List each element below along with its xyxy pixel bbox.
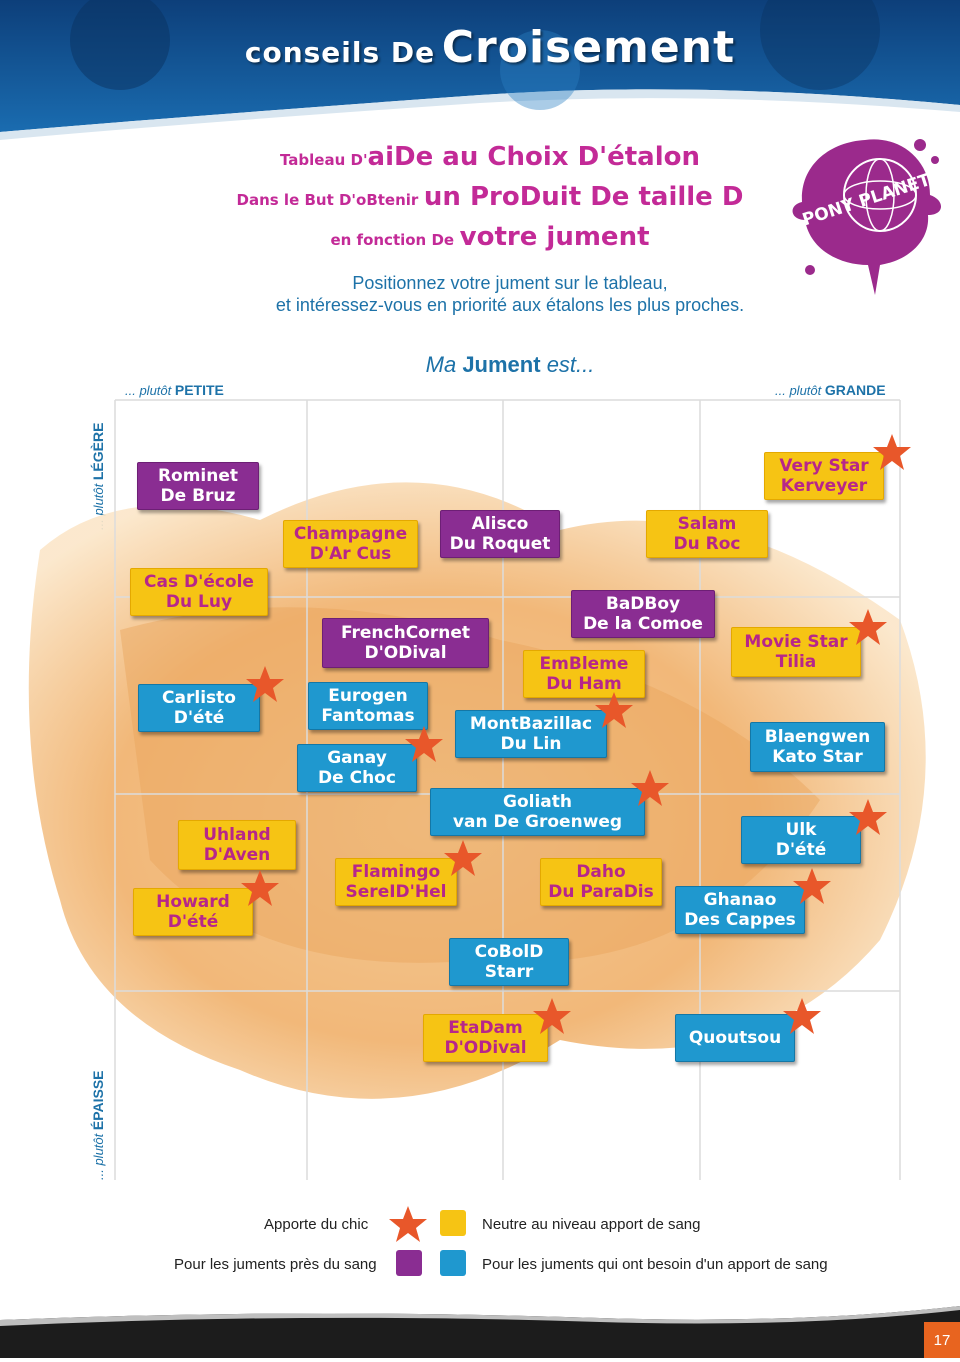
legend-yellow-label: Neutre au niveau apport de sang (482, 1216, 701, 1233)
chic-star-icon (848, 797, 888, 837)
logo-text: PONY PLANET (799, 170, 933, 231)
legend-purple-label: Pour les juments près du sang (174, 1256, 377, 1273)
legend-blue-swatch (440, 1250, 466, 1276)
horse-eurogen-fantomas: Eurogen Fantomas (308, 682, 428, 730)
instructions: Positionnez votre jument sur le tableau, et intéressez-vous en priorité aux étalons les plus proches. (275, 273, 745, 315)
subtitle-line-1: Tableau D'aiDe au Choix D'étalon (280, 142, 700, 172)
horse-rominet-de-bruz: Rominet De Bruz (137, 462, 259, 510)
legend-blue-label: Pour les juments qui ont besoin d'un apport de sang (482, 1256, 828, 1273)
horse-ulk-dete: Ulk D'été (741, 816, 861, 864)
chic-star-icon (848, 607, 888, 647)
horse-salam-du-roc: Salam Du Roc (646, 510, 768, 558)
axis-top-left-vertical-label: ... plutôt LÉGÈRE (90, 422, 106, 530)
axis-left-label: ... plutôt PETITE (125, 382, 224, 398)
horse-uhland-daven: Uhland D'Aven (178, 820, 296, 870)
horse-etadam-dodival: EtaDam D'ODival (423, 1014, 548, 1062)
legend-star-label: Apporte du chic (264, 1216, 369, 1233)
page-number: 17 (924, 1322, 960, 1358)
chic-star-icon (782, 996, 822, 1036)
horse-embleme-du-ham: EmBleme Du Ham (523, 650, 645, 698)
horse-badboy-de-la-comoe: BaDBoy De la Comoe (571, 590, 715, 638)
horse-daho-du-paradis: Daho Du ParaDis (540, 858, 662, 906)
horse-very-star-kerveyer: Very Star Kerveyer (764, 452, 884, 500)
horse-cas-decole-du-luy: Cas D'école Du Luy (130, 568, 268, 616)
pony-planet-logo (780, 120, 950, 300)
horse-quoutsou: Quoutsou (675, 1014, 795, 1062)
chic-star-icon (245, 664, 285, 704)
axis-right-label: ... plutôt GRANDE (775, 382, 886, 398)
horse-frenchcornet-dodival: FrenchCornet D'ODival (322, 618, 489, 668)
chic-star-icon (240, 868, 280, 908)
horse-alisco-du-roquet: Alisco Du Roquet (440, 510, 560, 558)
axis-bottom-left-vertical-label: ... plutôt ÉPAISSE (90, 1070, 106, 1180)
subtitle-line-2: Dans le But D'oBtenir un ProDuit De taille D (236, 182, 744, 212)
horse-montbazillac-du-lin: MontBazillac Du Lin (455, 710, 607, 758)
page-title: conseils De Croisement (244, 22, 736, 73)
chic-star-icon (443, 838, 483, 878)
chic-star-icon (792, 866, 832, 906)
horse-ghanao-des-cappes: Ghanao Des Cappes (675, 886, 805, 934)
chic-star-icon (594, 690, 634, 730)
chic-star-icon (532, 996, 572, 1036)
legend-purple-swatch (396, 1250, 422, 1276)
chic-star-icon (630, 768, 670, 808)
horse-blaengwen-kato-star: Blaengwen Kato Star (750, 722, 885, 772)
horse-flamingo-sereidhel: Flamingo SereID'Hel (335, 858, 457, 906)
horse-champagne-dar-cus: Champagne D'Ar Cus (283, 520, 418, 568)
horse-cobold-starr: CoBolD Starr (449, 938, 569, 986)
subtitle-line-3: en fonction De votre jument (330, 222, 650, 252)
horse-goliath-van-de-groenweg: Goliath van De Groenweg (430, 788, 645, 836)
footer-band (0, 1300, 960, 1358)
horse-howard-dete: Howard D'été (133, 888, 253, 936)
axis-top-label: Ma Jument est... (425, 352, 595, 377)
chic-star-icon (872, 432, 912, 472)
horse-ganay-de-choc: Ganay De Choc (297, 744, 417, 792)
legend-star-icon (388, 1204, 428, 1244)
horse-movie-star-tilia: Movie Star Tilia (731, 627, 861, 677)
legend-yellow-swatch (440, 1210, 466, 1236)
horse-carlisto-dete: Carlisto D'été (138, 684, 260, 732)
chic-star-icon (404, 724, 444, 764)
